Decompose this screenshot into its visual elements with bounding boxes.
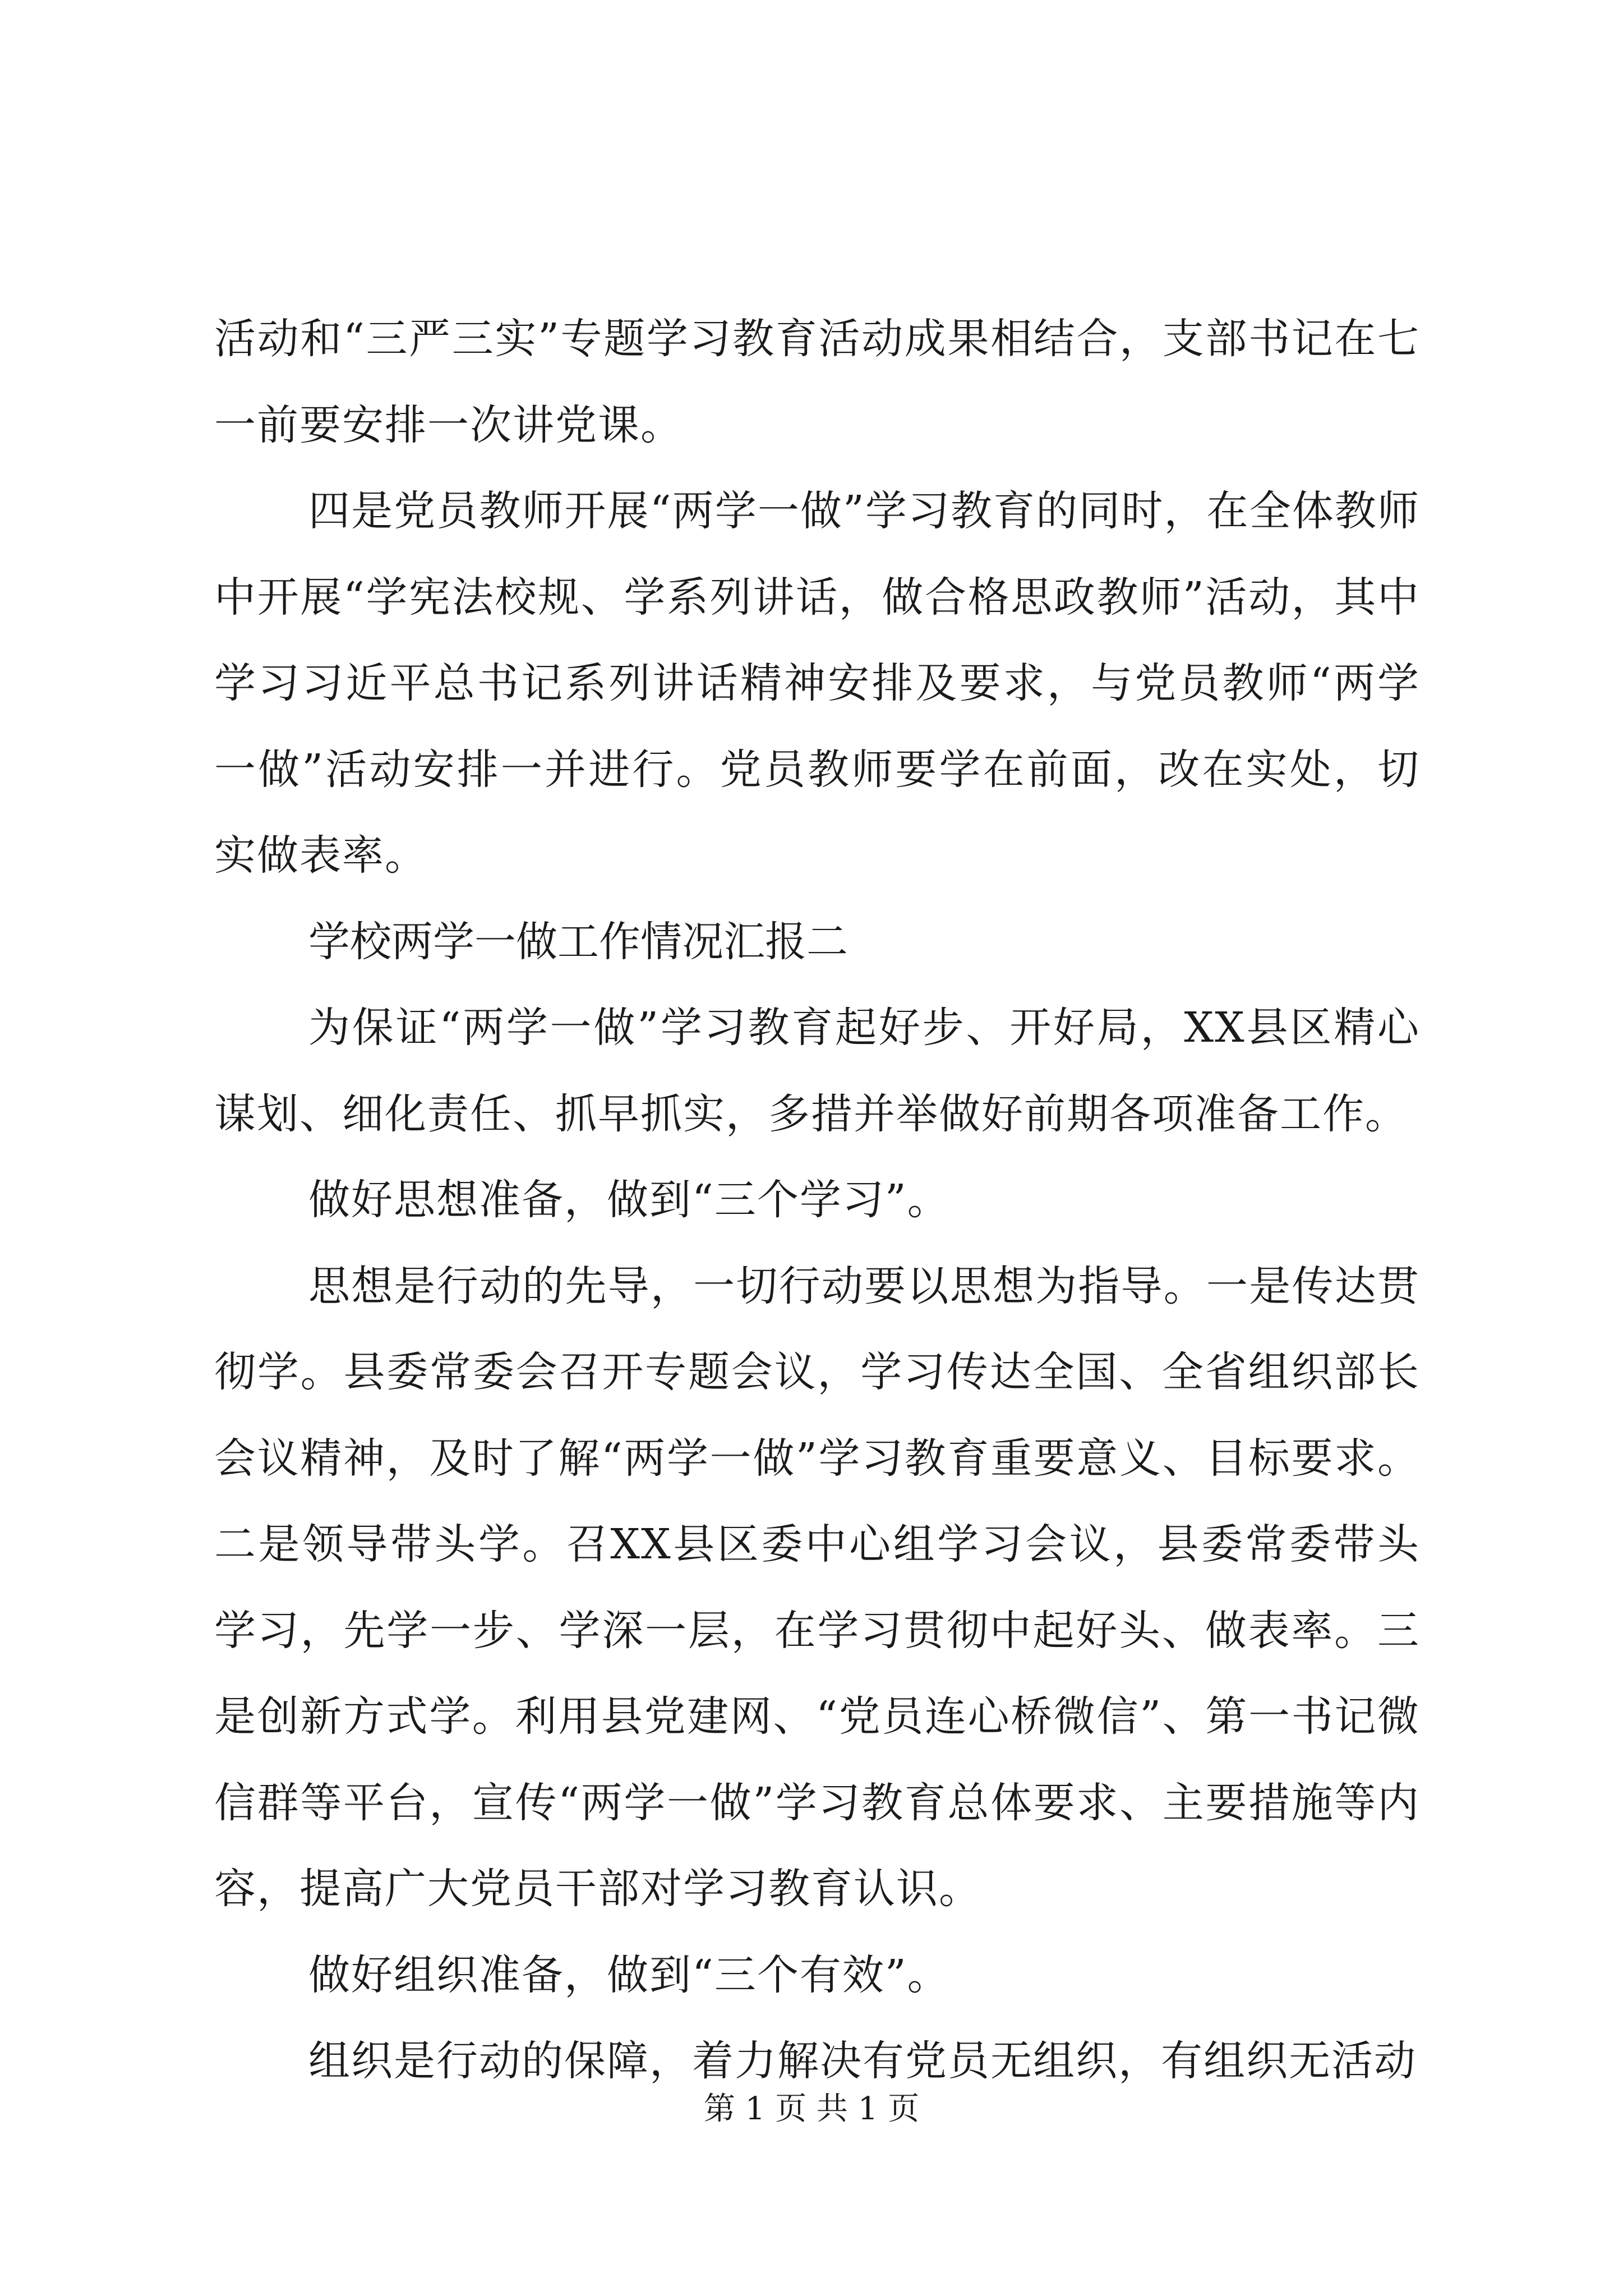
subheading-organization-preparation: 做好组织准备，做到“三个有效”。 bbox=[308, 1950, 950, 1999]
page-footer: 第 1 页 共 1 页 bbox=[703, 2091, 920, 2127]
paragraph-2: 四是党员教师开展“两学一做”学习教育的同时，在全体教师中开展“学宪法校规、学系列讲话，做合格思政教师”活动，其中学习习近平总书记系列讲话精神安排及要求，与党员教师“两学一做”活动安排一并进行。党员教师要学在前面，改在实处，切实做表率。 bbox=[214, 487, 1420, 880]
paragraph-5: 组织是行动的保障，着力解决有党员无组织，有组织无活动 bbox=[308, 2037, 1417, 2085]
section-heading: 学校两学一做工作情况汇报二 bbox=[308, 917, 848, 966]
paragraph-1: 活动和“三严三实”专题学习教育活动成果相结合，支部书记在七一前要安排一次讲党课。 bbox=[214, 315, 1420, 449]
paragraph-4: 思想是行动的先导，一切行动要以思想为指导。一是传达贯彻学。县委常委会召开专题会议，学习传达全国、全省组织部长会议精神，及时了解“两学一做”学习教育重要意义、目标要求。二是领导带头学。召XX县区委中心组学习会议，县委常委带头学习，先学一步、学深一层，在学习贯彻中起好头、做表率。三是创新方式学。利用县党建网、“党员连心桥微信”、第一书记微信群等平台，宣传“两学一做”学习教育总体要求、主要措施等内容，提高广大党员干部对学习教育认识。 bbox=[214, 1262, 1420, 1913]
subheading-thought-preparation: 做好思想准备，做到“三个学习”。 bbox=[308, 1176, 950, 1224]
document-body bbox=[214, 296, 1420, 2105]
paragraph-3: 为保证“两学一做”学习教育起好步、开好局，XX县区精心谋划、细化责任、抓早抓实，多措并举做好前期各项准备工作。 bbox=[214, 1004, 1420, 1138]
